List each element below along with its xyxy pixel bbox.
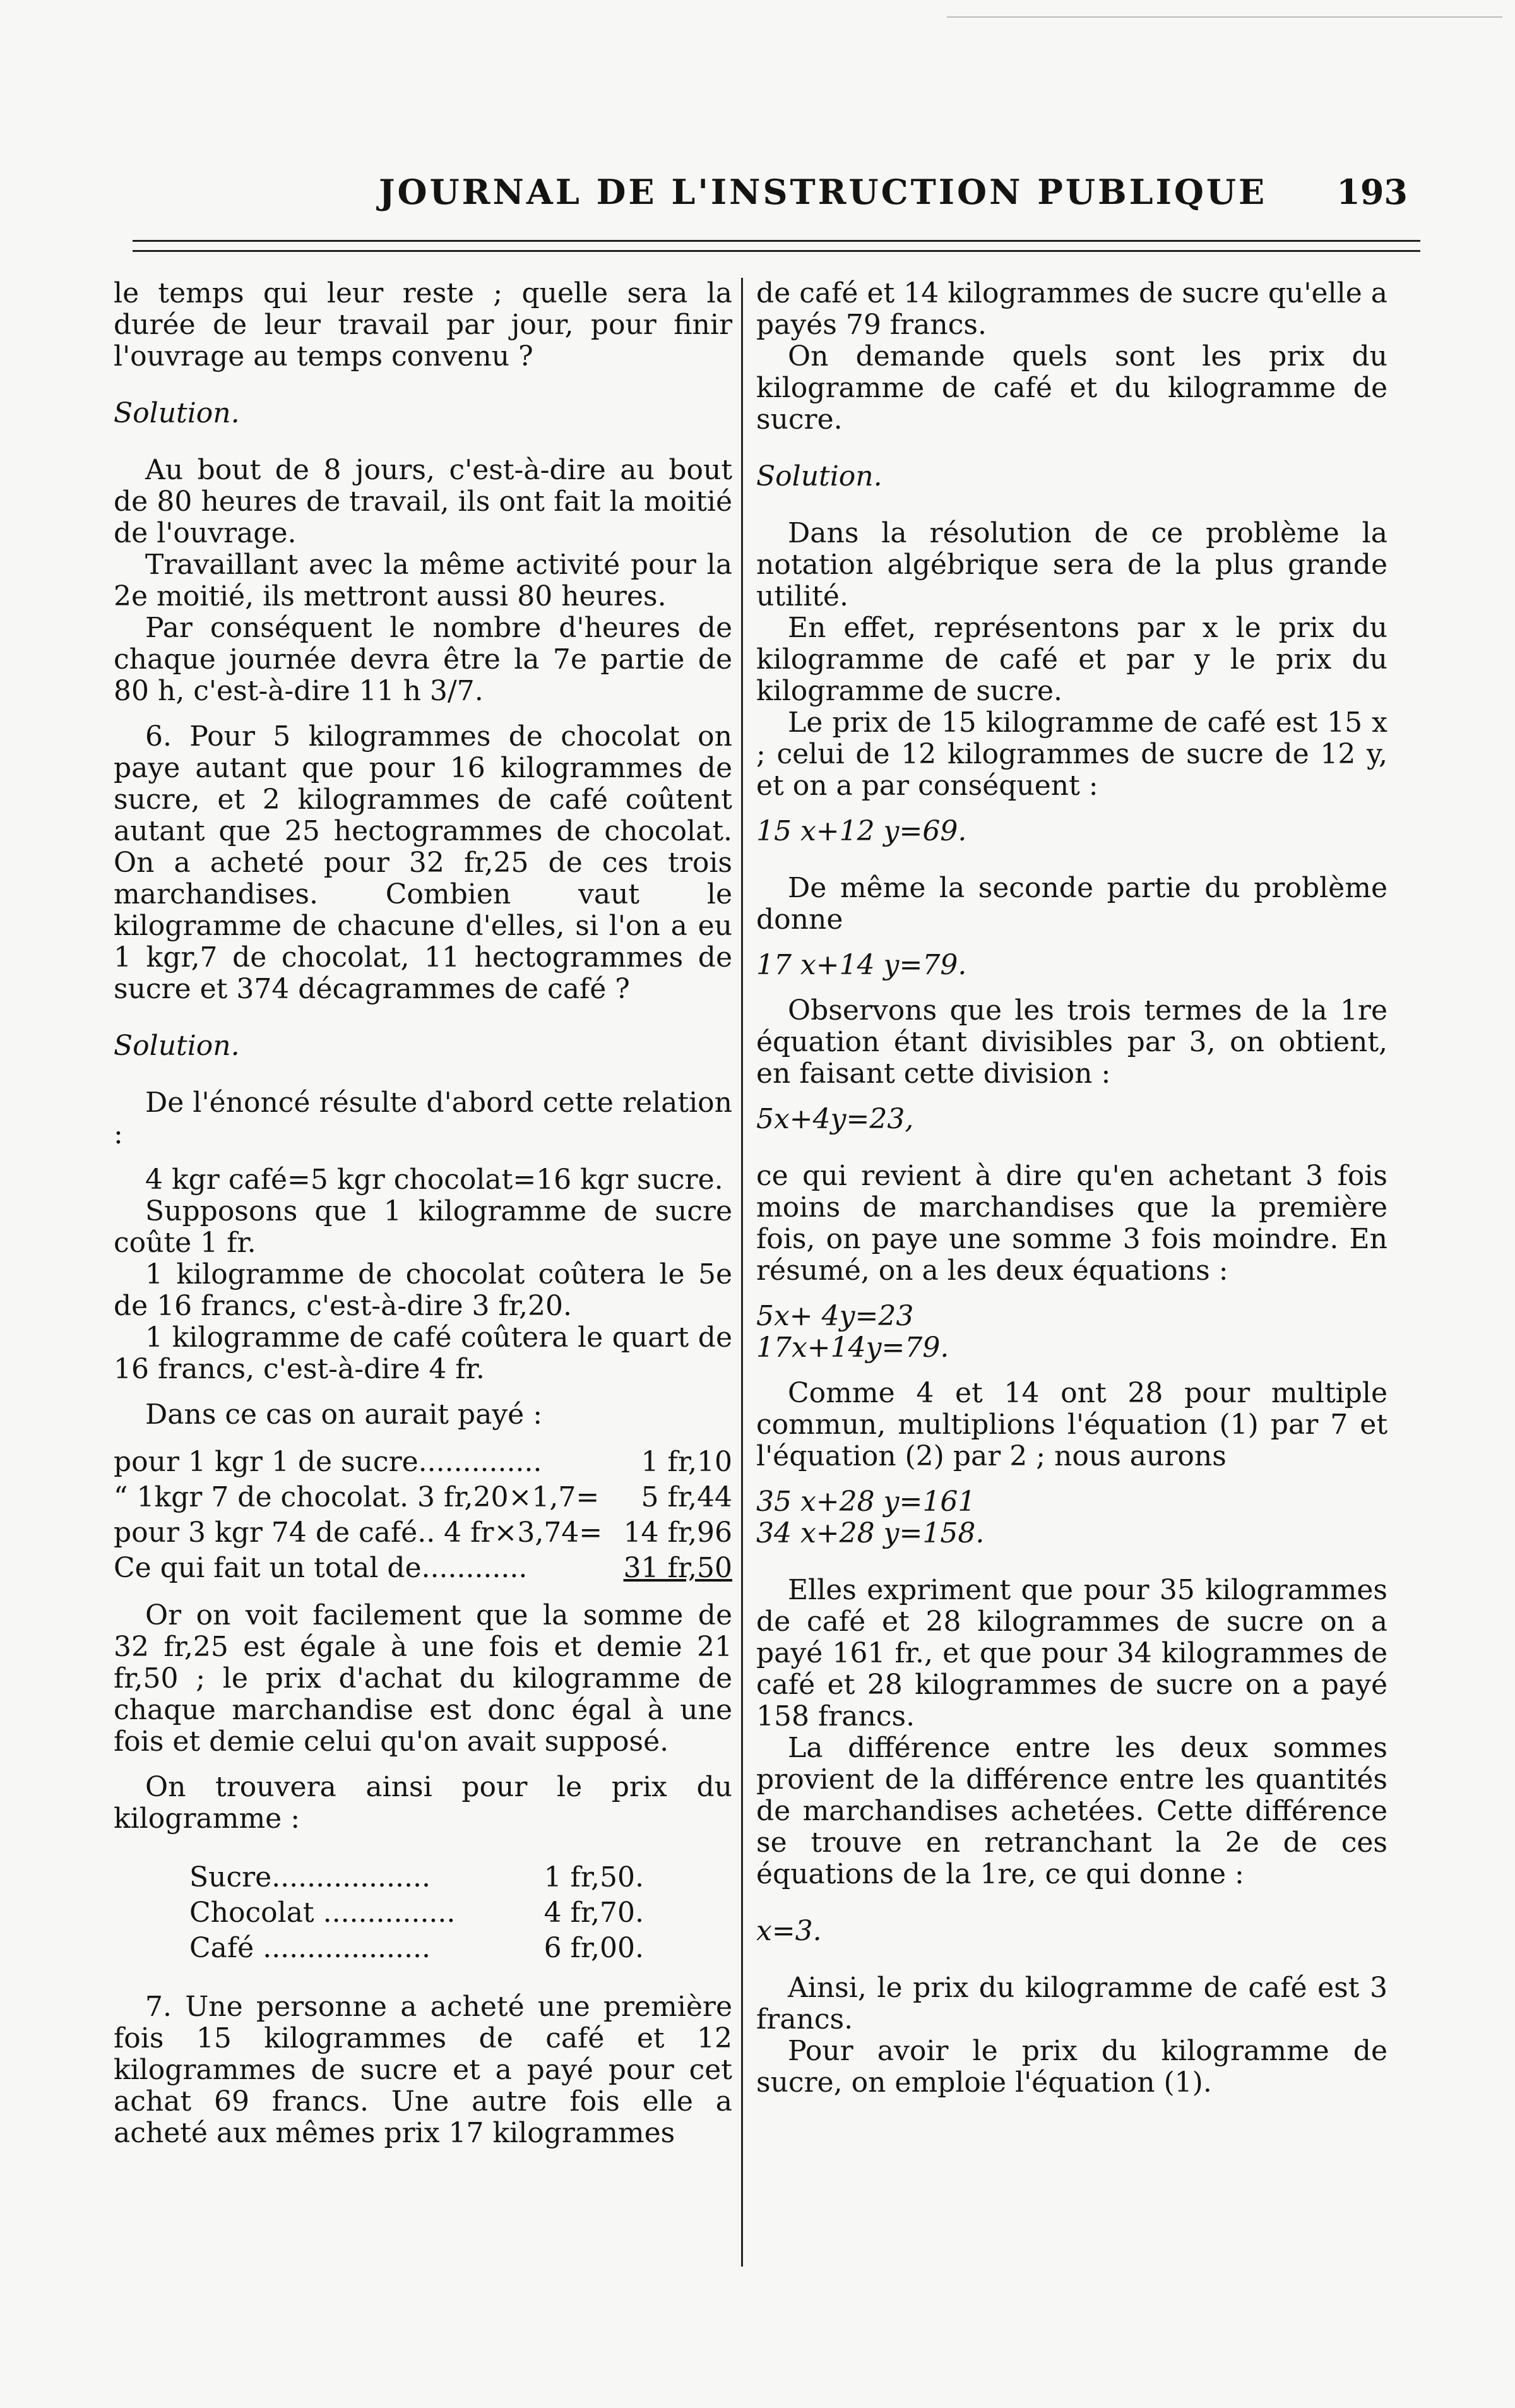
paragraph: Travaillant avec la même activité pour la 2e moitié, ils mettront aussi 80 heures. [114, 549, 732, 612]
header-rule-double [133, 250, 1420, 252]
page-number: 193 [1336, 172, 1408, 212]
paragraph: Or on voit facilement que la somme de 32 fr,25 est égale à une fois et demie 21 fr,50 ; le prix d'achat du kilogramme de chaque marchandise est donc égal à une fois et demie celui qu'on avait supposé. [114, 1599, 732, 1758]
paragraph: Supposons que 1 kilogramme de sucre coûte 1 fr. [114, 1195, 732, 1259]
equation: 4 kgr café=5 kgr chocolat=16 kgr sucre. [145, 1164, 723, 1196]
paragraph: De même la seconde partie du problème donne [756, 872, 1387, 936]
paragraph: En effet, représentons par x le prix du kilogramme de café et par y le prix du kilogramme de sucre. [756, 612, 1387, 707]
paragraph: On demande quels sont les prix du kilogramme de café et du kilogramme de sucre. [756, 340, 1387, 436]
column-divider [741, 278, 743, 2267]
problem-6: 6. Pour 5 kilogrammes de chocolat on paye autant que pour 16 kilogrammes de sucre, et 2 kilogrammes de café coûtent autant que 25 hectogrammes de chocolat. On a acheté pour 32 fr,25 de ces trois marchandises. Combien vaut le kilogramme de chacune d'elles, si l'on a eu 1 kgr,7 de chocolat, 11 hectogrammes de sucre et 374 décagrammes de café ? [114, 720, 732, 1005]
equation: x=3. [756, 1915, 822, 1947]
solution-heading: Solution. [114, 397, 240, 429]
price-list [114, 1860, 644, 1966]
top-edge-rule [947, 16, 1502, 18]
equation: 34 x+28 y=158. [756, 1517, 985, 1549]
equation: 17x+14y=79. [756, 1332, 949, 1364]
price-row: Sucre.................. 1 fr,50. [189, 1861, 644, 1893]
paragraph: Dans ce cas on aurait payé : [145, 1398, 543, 1431]
solution-heading: Solution. [114, 1030, 240, 1062]
journal-title: JOURNAL DE L'INSTRUCTION PUBLIQUE [379, 172, 1268, 212]
price-row: Chocolat ............... 4 fr,70. [189, 1897, 644, 1929]
ledger-row: pour 3 kgr 74 de café.. 4 fr×3,74= 14 fr,96 [114, 1517, 732, 1549]
paragraph: Dans la résolution de ce problème la notation algébrique sera de la plus grande utilité. [756, 517, 1387, 612]
paragraph: 1 kilogramme de café coûtera le quart de 16 francs, c'est-à-dire 4 fr. [114, 1321, 732, 1385]
paragraph: 1 kilogramme de chocolat coûtera le 5e de 16 francs, c'est-à-dire 3 fr,20. [114, 1258, 732, 1322]
paragraph: Elles expriment que pour 35 kilogrammes de café et 28 kilogrammes de sucre on a payé 161 fr., et que pour 34 kilogrammes de café et 28 kilogrammes de sucre on a payé 158 francs. [756, 1574, 1387, 1732]
paragraph: On trouvera ainsi pour le prix du kilogramme : [114, 1771, 732, 1835]
paragraph: Par conséquent le nombre d'heures de chaque journée devra être la 7e partie de 80 h, c'est-à-dire 11 h 3/7. [114, 612, 732, 707]
ledger-row: pour 1 kgr 1 de sucre.............. 1 fr,10 [114, 1446, 732, 1478]
ledger-row: “ 1kgr 7 de chocolat. 3 fr,20×1,7= 5 fr,44 [114, 1481, 732, 1513]
paragraph: Au bout de 8 jours, c'est-à-dire au bout de 80 heures de travail, ils ont fait la moitié de l'ouvrage. [114, 454, 732, 549]
equation: 17 x+14 y=79. [756, 949, 967, 981]
paragraph: Observons que les trois termes de la 1re équation étant divisibles par 3, on obtient, en faisant cette division : [756, 994, 1387, 1090]
paragraph: Ainsi, le prix du kilogramme de café est 3 francs. [756, 1972, 1387, 2035]
paragraph: de café et 14 kilogrammes de sucre qu'elle a payés 79 francs. [756, 277, 1387, 341]
ledger-total-row: Ce qui fait un total de............ 31 fr,50 [114, 1552, 732, 1584]
price-row: Café ................... 6 fr,00. [189, 1932, 644, 1964]
paragraph: Comme 4 et 14 ont 28 pour multiple commun, multiplions l'équation (1) par 7 et l'équation (2) par 2 ; nous aurons [756, 1377, 1387, 1472]
cost-ledger [114, 1445, 732, 1586]
paragraph: ce qui revient à dire qu'en achetant 3 fois moins de marchandises que la première fois, on paye une somme 3 fois moindre. En résumé, on a les deux équations : [756, 1160, 1387, 1287]
paragraph: De l'énoncé résulte d'abord cette relation : [114, 1087, 732, 1150]
paragraph: Pour avoir le prix du kilogramme de sucre, on emploie l'équation (1). [756, 2035, 1387, 2099]
problem-7: 7. Une personne a acheté une première fois 15 kilogrammes de café et 12 kilogrammes de sucre et a payé pour cet achat 69 francs. Une autre fois elle a acheté aux mêmes prix 17 kilogrammes [114, 1991, 732, 2149]
equation: 5x+ 4y=23 [756, 1300, 914, 1332]
paragraph: le temps qui leur reste ; quelle sera la durée de leur travail par jour, pour finir l'ouvrage au temps convenu ? [114, 277, 732, 373]
left-column [114, 278, 732, 2149]
paragraph: La différence entre les deux sommes provient de la différence entre les quantités de marchandises achetées. Cette différence se trouve en retranchant la 2e de ces équations de la 1re, ce qui donne : [756, 1732, 1387, 1890]
equation: 5x+4y=23, [756, 1103, 914, 1135]
solution-heading: Solution. [756, 460, 882, 492]
header-rule [133, 240, 1420, 242]
running-header [379, 172, 1414, 229]
equation: 35 x+28 y=161 [756, 1486, 976, 1518]
paragraph: Le prix de 15 kilogramme de café est 15 x ; celui de 12 kilogrammes de sucre de 12 y, et on a par conséquent : [756, 706, 1387, 802]
equation: 15 x+12 y=69. [756, 815, 967, 847]
right-column [756, 278, 1387, 2099]
